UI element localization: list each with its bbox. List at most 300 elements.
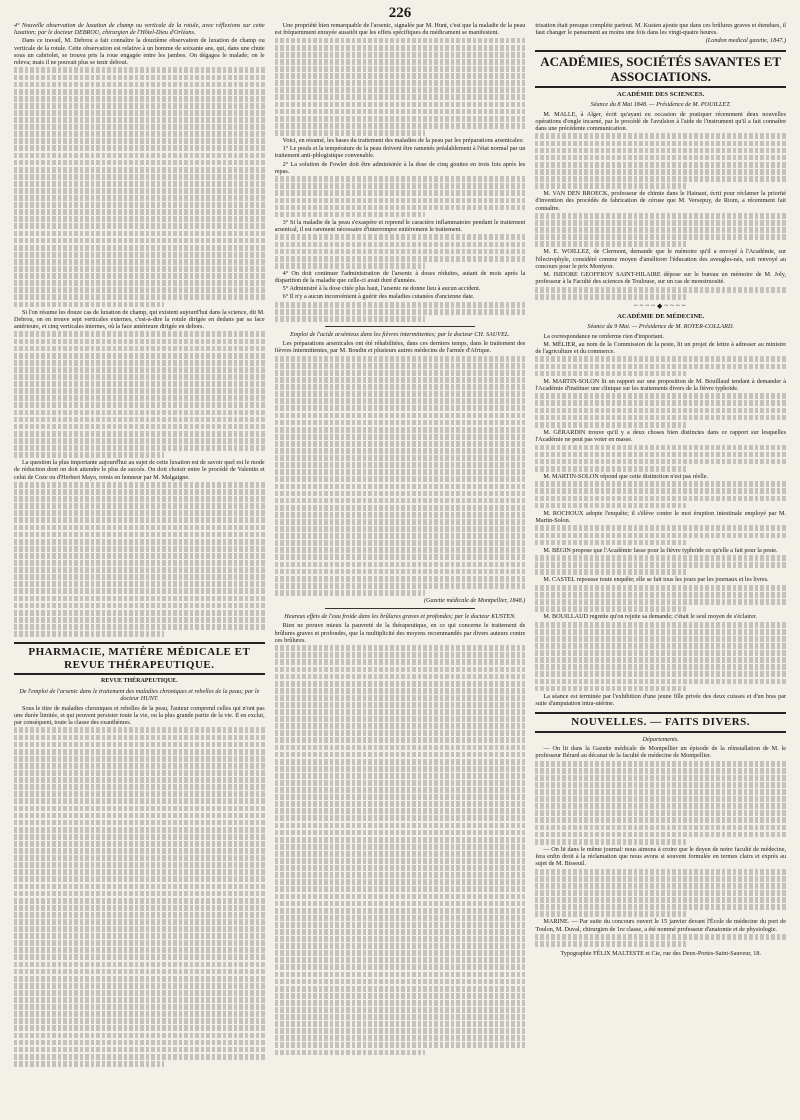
text-line: [535, 585, 786, 591]
text-line: [14, 339, 265, 345]
text-line: [535, 817, 786, 823]
text-line: [14, 110, 265, 116]
text-line: [535, 832, 786, 838]
text-line: [535, 636, 786, 642]
academy-medecine-item-3: M. MARTIN-SOLON lit un rapport sur une proposition de M. Bouillaud tendant à demander à l'Académie d'instituer une clinique sur les traitements divers de la fièvre typhoïde.: [535, 377, 787, 392]
text-line: [275, 1028, 526, 1034]
academy-sciences-item-2: M. VAN DEN BROECK, professeur de chimie dans le Hainaut, écrit pour réclamer la priorité d'invention des procédés de fabrication de céruse que M. Versepuy, de Riom, a récemment fait connaître.: [535, 190, 787, 212]
text-line: [14, 96, 265, 102]
text-line: [275, 695, 526, 701]
text-line: [14, 124, 265, 130]
text-line: [275, 87, 526, 93]
text-line: [14, 784, 265, 790]
text-line: [14, 603, 265, 609]
divider: [325, 608, 475, 609]
text-line: [275, 1014, 526, 1020]
text-line: [14, 402, 265, 408]
text-line: [275, 681, 526, 687]
text-line: [275, 109, 526, 115]
source-london: (London medical gazette, 1847.): [705, 37, 787, 45]
text-line: [535, 592, 786, 598]
text-filler: [535, 356, 786, 376]
text-line: [14, 353, 265, 359]
text-line: [275, 498, 526, 504]
text-filler: [535, 869, 786, 917]
text-line: [275, 844, 526, 850]
text-line: [535, 622, 786, 628]
text-line: [14, 756, 265, 762]
marine-text: Par suite du concours ouvert le 15 janvier devant l'École de médecine du port de Toulon, M. Duval, chirurgien de 1re classe, a été nommé professeur d'anatomie et de physiologie.: [535, 918, 787, 933]
source-montpellier: (Gazette médicale de Montpellier, 1848.): [423, 597, 526, 604]
academy-medecine-item-1: La correspondance ne renferme rien d'important.: [543, 332, 665, 340]
academy-medecine-title: ACADÉMIE DE MÉDECINE.: [617, 312, 705, 320]
text-line: [275, 462, 526, 468]
text-line: [14, 940, 265, 946]
text-line: [275, 979, 526, 985]
text-line: [14, 381, 265, 387]
text-line: [535, 562, 786, 568]
text-line: [275, 256, 526, 262]
text-line: [535, 155, 786, 161]
text-line: [535, 876, 786, 882]
text-line: [535, 241, 685, 247]
text-line: [275, 929, 526, 935]
column-3: [535, 22, 786, 1112]
rule-1: 1° Le pouls et la température de la peau doivent être ramenés préalablement à l'état normal par un traitement anti-phlogistique convenable.: [274, 145, 526, 160]
text-line: [14, 67, 265, 73]
arsenic-summary: Voici, en résumé, les bases du traitement des maladies de la peau par les préparations arsenicales:: [282, 136, 524, 144]
text-line: [14, 517, 265, 523]
text-filler: [535, 525, 786, 545]
text-line: [275, 901, 526, 907]
text-line: [275, 38, 526, 44]
text-filler: [275, 38, 526, 136]
text-line: [14, 553, 265, 559]
text-line: [275, 102, 526, 108]
text-line: [14, 905, 265, 911]
text-line: [275, 116, 526, 122]
academy-medecine-item-9: M. BOUILLAUD regrette qu'on rejette sa demande; c'était le seul moyen de s'éclairer.: [543, 613, 757, 621]
text-line: [14, 145, 265, 151]
text-line: [275, 688, 526, 694]
text-line: [14, 1011, 265, 1017]
text-line: [275, 519, 526, 525]
text-line: [275, 73, 526, 79]
text-line: [275, 745, 526, 751]
text-line: [14, 280, 265, 286]
text-line: [535, 459, 786, 465]
text-line: [14, 742, 265, 748]
text-line: [14, 231, 265, 237]
text-line: [275, 894, 526, 900]
text-line: [275, 709, 526, 715]
text-line: [14, 596, 265, 602]
text-line: [275, 652, 526, 658]
text-line: [14, 188, 265, 194]
text-line: [275, 1050, 425, 1056]
text-line: [275, 52, 526, 58]
text-line: [14, 1018, 265, 1024]
text-line: [14, 331, 265, 337]
text-line: [275, 80, 526, 86]
text-line: [535, 503, 685, 509]
text-line: [275, 957, 526, 963]
text-line: [535, 141, 786, 147]
academy-medecine-item-2: M. MÉLIER, au nom de la Commission de la peste, lit un projet de lettre à adresser au ministre de l'agriculture et du commerce.: [535, 340, 787, 355]
text-line: [275, 986, 526, 992]
text-line: [14, 287, 265, 293]
article-title-fievres: Emploi de l'acide arsénieux dans les fièvres intermittentes; par le docteur CH. SAUVEL.: [290, 330, 510, 338]
text-line: [535, 825, 786, 831]
brulures-conclusion: trisation était presque complète partout. M. Kusten ajoute que dans ces brûlures graves et étendues, il faut changer le pansement au moins une fois dans les vingt-quatre heures.: [535, 22, 787, 37]
text-line: [275, 448, 526, 454]
ornament-divider: ~~~~◆~~~~: [633, 301, 688, 310]
text-line: [275, 576, 526, 582]
text-line: [14, 153, 265, 159]
academy-medecine-item-5: M. MARTIN-SOLON répond que cette distinction n'est pas réelle.: [543, 472, 709, 480]
text-line: [275, 851, 526, 857]
text-line: [275, 205, 526, 211]
text-line: [535, 643, 786, 649]
text-line: [275, 183, 526, 189]
text-line: [275, 45, 526, 51]
text-line: [14, 947, 265, 953]
text-line: [275, 872, 526, 878]
text-line: [535, 941, 685, 947]
text-line: [275, 302, 526, 308]
text-line: [275, 908, 526, 914]
text-line: [14, 367, 265, 373]
text-line: [275, 234, 526, 240]
observation-question: La question la plus importante aujourd'hui au sujet de cette luxation est de savoir quel est le mode de réduction dont on doit attendre le plus de succès. On doit choisir entre le procédé de Valentin et celui de Coze ou d'Herbert Mayo, remis en honneur par M. Malgaigne.: [14, 459, 265, 481]
text-line: [275, 569, 526, 575]
text-line: [14, 195, 265, 201]
text-line: [275, 830, 526, 836]
text-line: [535, 599, 786, 605]
text-filler: [275, 645, 526, 1055]
text-line: [275, 212, 425, 218]
text-line: [275, 730, 526, 736]
news-item-1: — On lit dans la Gazette médicale de Montpellier un épisode de la réinstallation de M. le professeur Bérard au décanat de la faculté de médecine de Montpellier.: [535, 745, 787, 760]
text-filler: [535, 133, 786, 188]
rule-4: 4° On doit continuer l'administration de l'arsenic à doses réduites, autant de mois après la disparition de la maladie que celle-ci avait duré d'années.: [274, 269, 526, 285]
academy-medecine-session: Séance du 9 Mai. — Présidence de M. ROYER-COLLARD.: [587, 323, 734, 331]
text-line: [275, 476, 526, 482]
text-line: [275, 1035, 526, 1041]
text-line: [14, 813, 265, 819]
text-line: [275, 441, 526, 447]
text-line: [275, 491, 526, 497]
printer-imprint: Typographie FÉLIX MALTESTE et Cie, rue des Deux-Portes-Saint-Sauveur, 18.: [560, 949, 762, 957]
text-line: [275, 66, 526, 72]
text-line: [14, 876, 265, 882]
text-line: [535, 904, 786, 910]
text-line: [535, 496, 786, 502]
article-text-fievres: Les préparations arsenicales ont été réhabilitées, dans ces derniers temps, dans le traitement des fièvres intermittentes, par M. Boudin et plusieurs autres médecins de l'armée d'Afrique.: [274, 340, 526, 355]
text-line: [14, 167, 265, 173]
text-line: [275, 484, 526, 490]
academy-sciences-session: Séance du 8 Mai 1848. — Présidence de M. POUILLET.: [590, 101, 731, 109]
text-line: [14, 273, 265, 279]
text-filler: [14, 331, 265, 457]
text-line: [275, 723, 526, 729]
academy-sciences-title: ACADÉMIE DES SCIENCES.: [616, 90, 705, 98]
text-line: [14, 438, 265, 444]
text-line: [275, 263, 425, 269]
arsenic-text: Une propriété bien remarquable de l'arsenic, signalée par M. Hunt, c'est que la maladie de la peau est fréquemment enrayée aussitôt que les effets spécifiques du médicament se manifestent.: [274, 22, 526, 37]
text-line: [275, 936, 526, 942]
text-line: [535, 810, 786, 816]
text-line: [275, 950, 526, 956]
text-line: [14, 1047, 265, 1053]
text-line: [275, 370, 526, 376]
text-line: [275, 766, 526, 772]
text-line: [275, 377, 526, 383]
text-line: [275, 1007, 526, 1013]
text-line: [14, 588, 265, 594]
text-line: [14, 546, 265, 552]
text-line: [535, 452, 786, 458]
marine-item: MARINE. — Par suite du concours ouvert le 15 janvier devant l'École de médecine du port de Toulon, M. Duval, chirurgien de 1re classe, a été nommé professeur d'anatomie et de physiologie.: [535, 918, 787, 933]
rule-5: 5° Administré à la dose citée plus haut, l'arsenic ne donne lieu à aucun accident.: [282, 285, 481, 293]
text-line: [14, 360, 265, 366]
text-line: [14, 969, 265, 975]
text-line: [275, 512, 526, 518]
text-line: [535, 775, 786, 781]
text-line: [275, 780, 526, 786]
text-line: [14, 216, 265, 222]
text-line: [14, 631, 164, 637]
text-line: [14, 624, 265, 630]
text-line: [535, 629, 786, 635]
text-line: [535, 133, 786, 139]
text-line: [14, 103, 265, 109]
text-line: [14, 209, 265, 215]
text-line: [535, 466, 685, 472]
observation-title: 4° Nouvelle observation de luxation de champ ou verticale de la rotule, avec réflexions sur cette luxation; par le docteur DEBROU, chirurgien de l'Hôtel-Dieu d'Orléans.: [14, 22, 265, 37]
text-line: [535, 650, 786, 656]
rule-2: 2° La solution de Fowler doit être administrée à la dose de cinq gouttes en trois fois après les repas.: [274, 160, 526, 175]
text-line: [14, 919, 265, 925]
text-line: [275, 469, 526, 475]
text-line: [14, 238, 265, 244]
text-line: [535, 162, 786, 168]
text-line: [275, 391, 526, 397]
text-line: [535, 364, 786, 370]
text-line: [275, 398, 526, 404]
text-line: [14, 245, 265, 251]
text-line: [14, 252, 265, 258]
academy-sciences-item-1: M. MALLE, à Alger, écrit qu'ayant eu occasion de pratiquer récemment deux nouvelles opérations d'ongle incarné, par le procédé de l'avulsion à l'aide de l'instrument qu'il a fait connaître dans une précédente communication.: [535, 110, 787, 132]
text-line: [275, 130, 425, 136]
text-line: [14, 82, 265, 88]
text-line: [535, 789, 786, 795]
article-text-arsenic: Sous le titre de maladies chroniques et rebelles de la peau, l'auteur comprend celles qui n'ont pas une durée limitée, et qui peuvent persister toute la vie, ou la plus grande partie de la vie. Il en exclut, par conséquent, toute la classe des exanthèmes.: [14, 704, 265, 726]
text-filler: [535, 393, 786, 427]
text-line: [535, 761, 786, 767]
text-filler: [535, 585, 786, 612]
text-line: [535, 183, 685, 189]
observation-summary: Si l'on résume les douze cas de luxation de champ, qui existent aujourd'hui dans la science, dit M. Debrou, on en trouve sept verticales externes, c'est-à-dire la rotule dirigée en dedans par sa face antérieure, et cinq verticales internes, où la face antérieure dirigée en dehors.: [14, 308, 265, 330]
text-line: [535, 393, 786, 399]
text-line: [535, 782, 786, 788]
text-line: [14, 424, 265, 430]
column-2: [275, 22, 526, 1112]
text-line: [275, 583, 526, 589]
text-line: [275, 993, 526, 999]
text-filler: [275, 356, 526, 596]
text-line: [275, 922, 526, 928]
text-line: [275, 808, 526, 814]
text-line: [535, 415, 786, 421]
text-line: [275, 915, 526, 921]
text-line: [14, 1004, 265, 1010]
text-line: [14, 617, 265, 623]
text-line: [275, 794, 526, 800]
text-line: [14, 489, 265, 495]
text-line: [535, 664, 786, 670]
article-text-brulures: Rien ne prouve mieux la pauvreté de la thérapeutique, en ce qui concerne le traitement de brûlures graves et profondes, que la multiplicité des moyens recommandés par divers auteurs contre ces brûlures.: [274, 622, 526, 644]
text-line: [535, 533, 786, 539]
text-line: [275, 787, 526, 793]
text-line: [14, 806, 265, 812]
text-line: [14, 841, 265, 847]
text-line: [275, 405, 526, 411]
text-line: [14, 374, 265, 380]
text-line: [14, 131, 265, 137]
column-1: [14, 22, 265, 1112]
text-line: [14, 820, 265, 826]
text-line: [14, 266, 265, 272]
text-line: [14, 445, 265, 451]
text-line: [275, 547, 526, 553]
text-line: [275, 363, 526, 369]
text-line: [14, 581, 265, 587]
text-line: [275, 659, 526, 665]
text-line: [275, 1042, 526, 1048]
text-line: [275, 716, 526, 722]
text-line: [275, 249, 526, 255]
text-line: [14, 997, 265, 1003]
marine-label: MARINE.: [543, 918, 570, 926]
text-line: [14, 962, 265, 968]
section-header-pharmacie: PHARMACIE, MATIÈRE MÉDICALE ET REVUE THÉRAPEUTIQUE.: [14, 642, 265, 676]
text-line: [535, 803, 786, 809]
text-filler: [275, 234, 526, 268]
text-line: [275, 198, 526, 204]
text-line: [275, 858, 526, 864]
observation-text: Dans ce travail, M. Debrou a fait connaître la douzième observation de luxation de champ ou verticale de la rotule. Cette observation est relative à un homme de soixante ans, qui, dans une chute sous un cabriolet, se trouva pris la roue engagée entre les jambes. On dégagea le malade; on le releva; mais il ne pouvait plus se tenir debout.: [14, 37, 265, 66]
text-line: [275, 590, 425, 596]
section-header-nouvelles: NOUVELLES. — FAITS DIVERS.: [535, 712, 786, 733]
text-line: [535, 445, 786, 451]
text-line: [535, 606, 685, 612]
text-line: [275, 943, 526, 949]
text-line: [535, 555, 786, 561]
text-filler: [535, 287, 786, 300]
text-line: [14, 834, 265, 840]
subhead-revue: REVUE THÉRAPEUTIQUE.: [101, 678, 178, 685]
text-line: [535, 169, 786, 175]
text-line: [535, 890, 786, 896]
text-line: [535, 220, 786, 226]
text-line: [275, 505, 526, 511]
page-number: 226: [388, 5, 412, 21]
text-line: [275, 356, 526, 362]
divider: [325, 326, 475, 327]
text-line: [14, 1025, 265, 1031]
text-line: [275, 823, 526, 829]
text-line: [535, 294, 685, 300]
text-filler: [14, 727, 265, 1066]
text-line: [14, 763, 265, 769]
text-line: [275, 964, 526, 970]
text-line: [275, 526, 526, 532]
text-line: [14, 1033, 265, 1039]
rule-3: 3° Si la maladie de la peau s'exaspère et reprend le caractère inflammatoire pendant le traitement arsenical, il est rarement nécessaire d'interrompre entièrement le traitement.: [274, 218, 526, 233]
text-line: [14, 912, 265, 918]
news-subhead: Départements.: [642, 735, 679, 743]
text-line: [535, 657, 786, 663]
text-line: [14, 302, 164, 308]
text-line: [14, 926, 265, 932]
text-line: [14, 388, 265, 394]
text-line: [275, 59, 526, 65]
text-line: [535, 234, 786, 240]
text-line: [14, 1061, 164, 1067]
academy-sciences-item-3: M. E. WOILLEZ, de Clermont, demande que le mémoire qu'il a envoyé à l'Académie, sur l'électrophyle, considéré comme moyen d'améliorer l'éducation des aveugles-nés, soit renvoyé au concours pour le prix Montyon.: [535, 248, 787, 270]
text-line: [535, 679, 786, 685]
text-line: [14, 1040, 265, 1046]
rule-6: 6° Il n'y a aucun inconvénient à guérir des maladies cutanées d'ancienne date.: [282, 293, 475, 301]
text-line: [275, 667, 526, 673]
text-line: [275, 674, 526, 680]
text-line: [275, 737, 526, 743]
text-line: [535, 400, 786, 406]
text-line: [14, 898, 265, 904]
text-line: [275, 413, 526, 419]
text-filler: [535, 934, 786, 947]
text-line: [14, 990, 265, 996]
text-line: [14, 452, 164, 458]
text-line: [14, 202, 265, 208]
text-line: [275, 455, 526, 461]
text-line: [275, 242, 526, 248]
text-line: [275, 554, 526, 560]
text-line: [275, 865, 526, 871]
text-line: [14, 75, 265, 81]
academy-medecine-item-8: M. CASTEL repousse toute enquête; elle se fait tous les jours par les journaux et les livres.: [543, 576, 769, 584]
text-filler: [535, 622, 786, 692]
text-line: [14, 954, 265, 960]
text-line: [14, 862, 265, 868]
text-line: [535, 213, 786, 219]
academy-sciences-item-4: M. ISIDORE GEOFFROY SAINT-HILAIRE dépose sur le bureau un mémoire de M. Joly, professeur à la Faculté des sciences de Toulouse, sur un cas de monstruosité.: [535, 271, 787, 286]
academy-medecine-closing: La séance est terminée par l'exhibition d'une jeune fille privée des deux cuisses et d'un bras par suite d'amputation intra-utérine.: [535, 692, 787, 707]
article-title-arsenic: De l'emploi de l'arsenic dans le traitement des maladies chroniques et rebelles de la peau; par le docteur HUNT.: [19, 688, 260, 703]
text-line: [275, 815, 526, 821]
text-line: [535, 422, 685, 428]
text-line: [275, 420, 526, 426]
text-line: [14, 770, 265, 776]
text-line: [535, 525, 786, 531]
text-line: [14, 560, 265, 566]
text-line: [275, 123, 526, 129]
text-line: [275, 837, 526, 843]
text-line: [14, 503, 265, 509]
text-line: [535, 796, 786, 802]
text-line: [14, 574, 265, 580]
